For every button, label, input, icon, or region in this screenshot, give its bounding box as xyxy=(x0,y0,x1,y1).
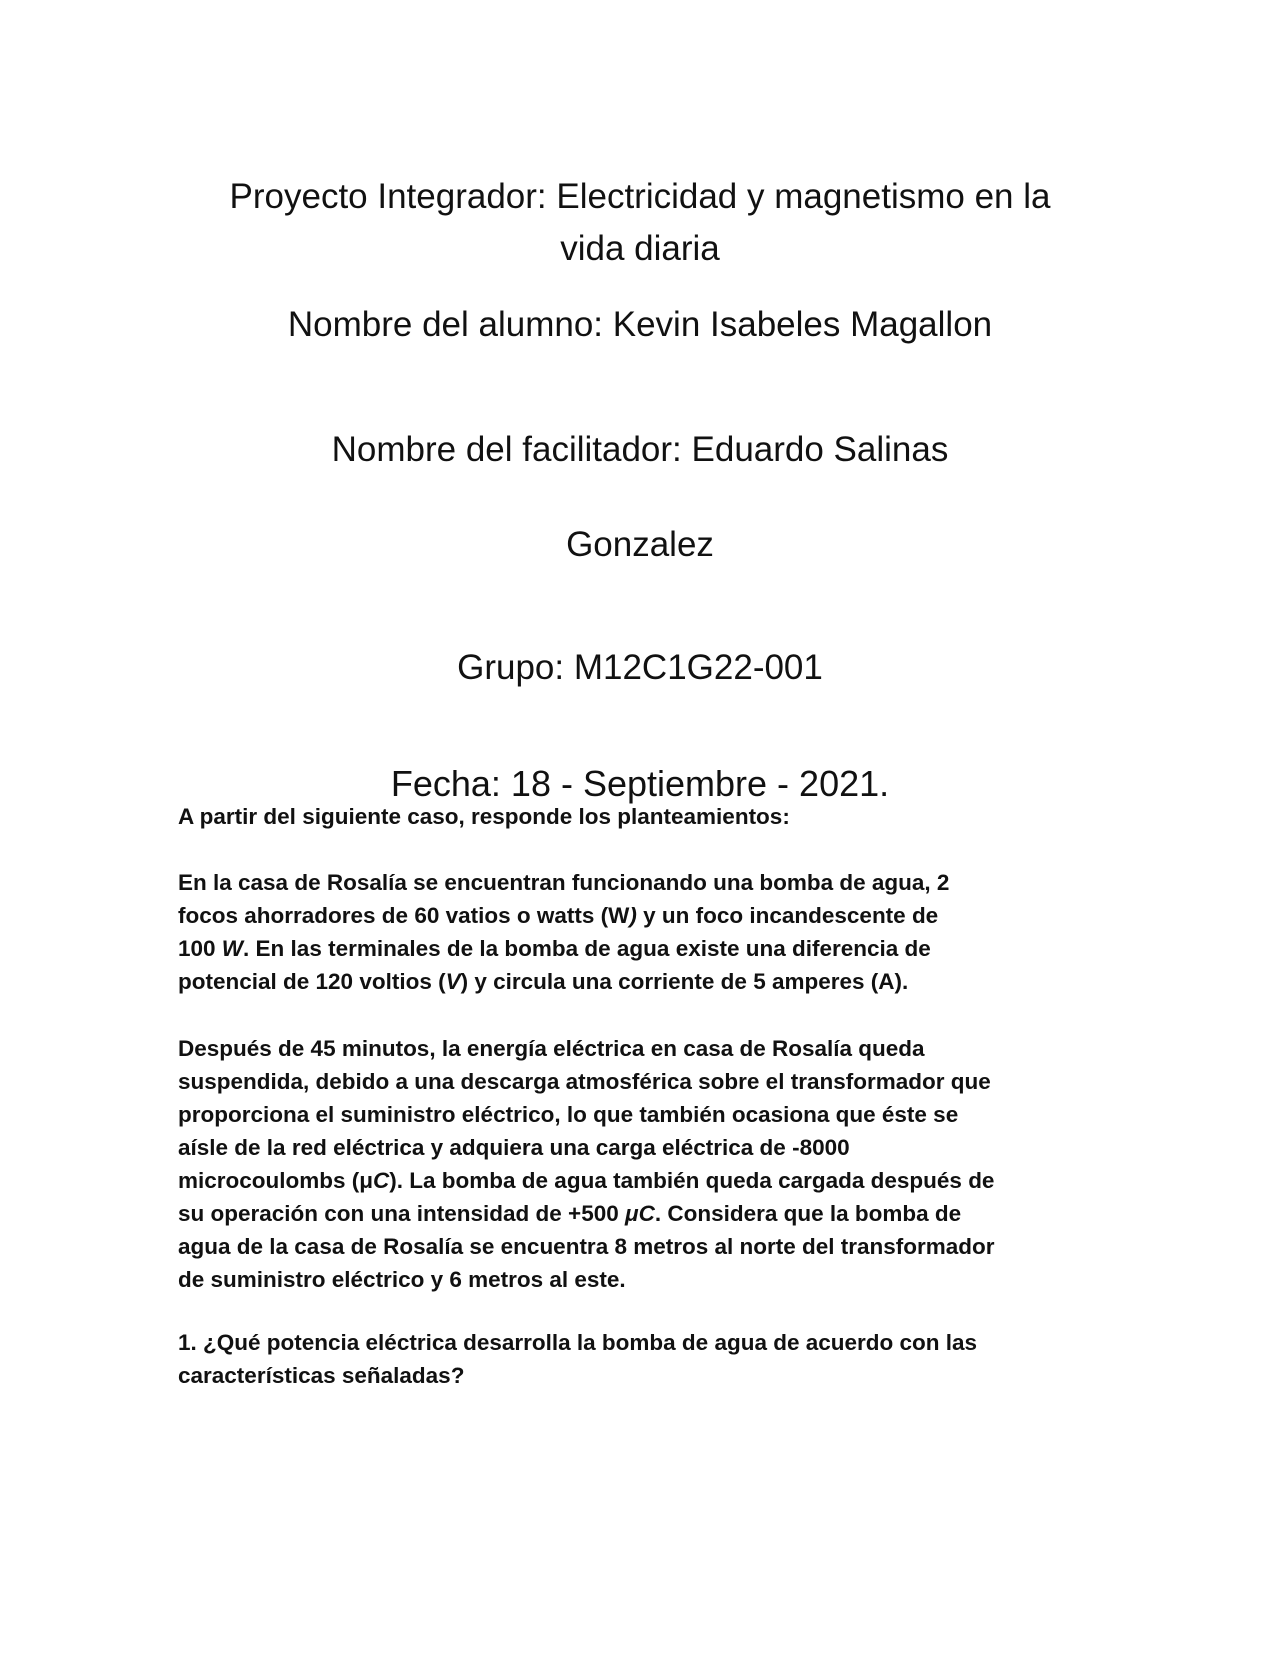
paragraph-1-line-3-text-c: . En las terminales de la bomba de agua existe una diferencia de xyxy=(243,936,931,961)
group-code: Grupo: M12C1G22-001 xyxy=(457,648,823,687)
paragraph-1-line-3 xyxy=(178,932,1098,965)
paragraph-1-line-2-text-a: focos ahorradores de 60 vatios o watts (W xyxy=(178,903,630,928)
question-1-line-1: 1. ¿Qué potencia eléctrica desarrolla la bomba de agua de acuerdo con las xyxy=(178,1330,978,1355)
paragraph-2-line-6 xyxy=(178,1197,1098,1230)
student-name: Nombre del alumno: Kevin Isabeles Magallon xyxy=(287,305,993,344)
paragraph-1-line-4-italic: V xyxy=(445,969,461,994)
paragraph-2-line-3: proporciona el suministro eléctrico, lo que también ocasiona que éste se xyxy=(178,1102,959,1127)
paragraph-1-line-2-italic: ) xyxy=(629,903,637,928)
paragraph-2-line-7: agua de la casa de Rosalía se encuentra 8 metros al norte del transformador xyxy=(178,1234,995,1259)
paragraph-2-line-5-text-a: microcoulombs (μ xyxy=(178,1168,374,1193)
paragraph-2-line-1: Después de 45 minutos, la energía eléctrica en casa de Rosalía queda xyxy=(178,1036,925,1061)
paragraph-1-line-4-text-a: potencial de 120 voltios ( xyxy=(178,969,446,994)
paragraph-2-line-6-text-a: su operación con una intensidad de +500 xyxy=(178,1201,625,1226)
facilitator-name-line-2: Gonzalez xyxy=(566,525,714,564)
paragraph-1-line-3-text-a: 100 xyxy=(178,936,222,961)
paragraph-1-line-2-text-c: y un foco incandescente de xyxy=(636,903,939,928)
facilitator-name-line-1: Nombre del facilitador: Eduardo Salinas xyxy=(331,430,949,469)
document-title-line-2: vida diaria xyxy=(560,229,720,268)
document-title-line-1: Proyecto Integrador: Electricidad y magnetismo en la xyxy=(229,177,1051,216)
paragraph-1-line-3-italic: W xyxy=(221,936,244,961)
paragraph-1-line-2 xyxy=(178,899,1098,932)
paragraph-2-line-6-italic: μC xyxy=(625,1201,655,1226)
question-1-line-2: características señaladas? xyxy=(178,1363,465,1388)
document-date: Fecha: 18 - Septiembre - 2021. xyxy=(390,763,890,804)
paragraph-2-line-2: suspendida, debido a una descarga atmosférica sobre el transformador que xyxy=(178,1069,991,1094)
paragraph-1-line-4-text-c: ) y circula una corriente de 5 amperes (A). xyxy=(460,969,909,994)
instruction-text: A partir del siguiente caso, responde los planteamientos: xyxy=(178,804,790,829)
paragraph-2-line-5-italic: C xyxy=(373,1168,390,1193)
paragraph-2-line-8: de suministro eléctrico y 6 metros al este. xyxy=(178,1267,626,1292)
paragraph-2-line-5-text-c: ). La bomba de agua también queda cargada después de xyxy=(389,1168,995,1193)
paragraph-2-line-6-text-c: . Considera que la bomba de xyxy=(654,1201,962,1226)
paragraph-1-line-4 xyxy=(178,965,1098,998)
paragraph-2-line-4: aísle de la red eléctrica y adquiera una carga eléctrica de -8000 xyxy=(178,1135,850,1160)
paragraph-1-line-1: En la casa de Rosalía se encuentran funcionando una bomba de agua, 2 xyxy=(178,870,950,895)
question-1 xyxy=(178,1326,1098,1392)
paragraph-2-line-5 xyxy=(178,1164,1098,1197)
case-paragraph-2 xyxy=(178,1032,1098,1296)
case-paragraph-1 xyxy=(178,866,1098,998)
